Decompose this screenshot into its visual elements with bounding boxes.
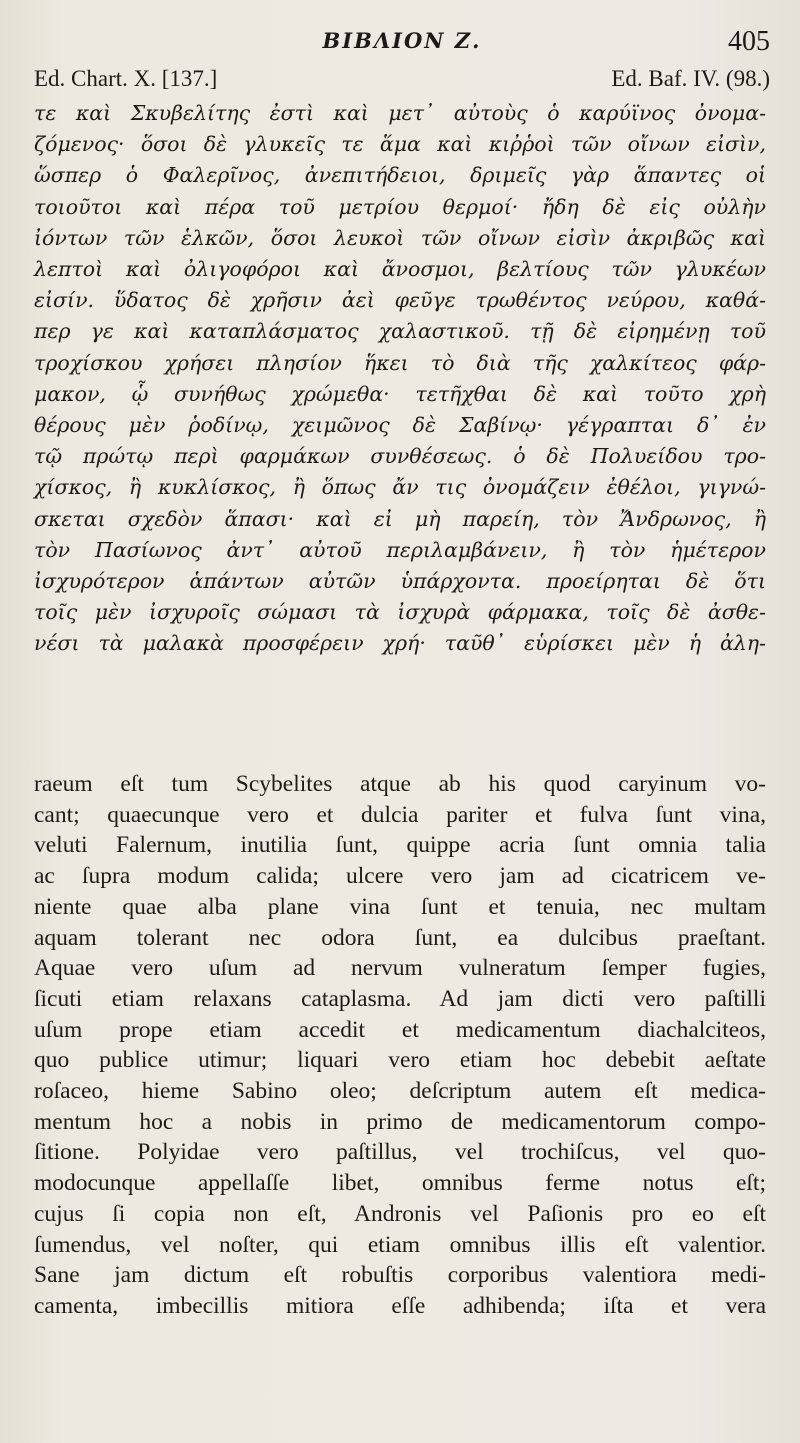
edition-basel-reference: Ed. Baf. IV. (98.) <box>611 66 770 91</box>
latin-text-line: raeum eſt tum Scybelites atque ab his quod caryinum vo- <box>34 771 766 797</box>
latin-text-line: aquam tolerant nec odora ſunt, ea dulcibus praeſtant. <box>34 924 766 951</box>
latin-text-line: uſum prope etiam accedit et medicamentum diachalciteos, <box>34 1016 766 1043</box>
latin-text-line: modocunque appellaſſe libet, omnibus ferme notus eſt; <box>34 1170 766 1197</box>
latin-text-line: cant; quaecunque vero et dulcia pariter et fulva ſunt vina, <box>34 801 766 828</box>
greek-text-line: τὸν Πασίωνος ἀντ᾽ αὐτοῦ περιλαμβάνειν, ἢ τὸν ἡμέτερον <box>34 537 766 562</box>
greek-text-line: εἰσίν. ὕδατος δὲ χρῆσιν ἀεὶ φεῦγε τρωθέντος νεύρου, καθά- <box>34 288 766 313</box>
greek-text-line: τροχίσκου χρήσει πλησίον ἥκει τὸ διὰ τῆς χαλκίτεος φάρ- <box>34 350 766 375</box>
greek-text-line: τῷ πρώτῳ περὶ φαρμάκων συνθέσεως. ὁ δὲ Πολυείδου τρο- <box>34 444 766 469</box>
latin-text-line: Sane jam dictum eſt robuſtis corporibus valentiora medi- <box>34 1262 766 1289</box>
greek-text-line: χίσκος, ἢ κυκλίσκος, ἢ ὅπως ἄν τις ὀνομάζειν ἐθέλοι, γιγνώ- <box>34 475 766 500</box>
page-number: 405 <box>728 26 770 57</box>
greek-text-line: τοιοῦτοι καὶ πέρα τοῦ μετρίου θερμοί· ἤδη δὲ εἰς οὐλὴν <box>34 194 766 219</box>
latin-text-line: Aquae vero uſum ad nervum vulneratum ſemper fugies, <box>34 955 766 982</box>
greek-text-line: τοῖς μὲν ἰσχυροῖς σώμασι τὰ ἰσχυρὰ φάρμακα, τοῖς δὲ ἀσθε- <box>34 600 766 625</box>
greek-text-line: περ γε καὶ καταπλάσματος χαλαστικοῦ. τῇ δὲ εἰρημένῃ τοῦ <box>34 319 766 344</box>
latin-text-line: ſumendus, vel noſter, qui etiam omnibus illis eſt valentior. <box>34 1231 766 1258</box>
latin-text-line: ac ſupra modum calida; ulcere vero jam ad cicatricem ve- <box>34 863 766 890</box>
greek-text-line: σκεται σχεδὸν ἅπασι· καὶ εἰ μὴ παρείη, τὸν Ἄνδρωνος, ἢ <box>34 506 766 531</box>
greek-text-line: θέρους μὲν ῥοδίνῳ, χειμῶνος δὲ Σαβίνῳ· γέγραπται δ᾽ ἐν <box>34 413 766 438</box>
latin-text-line: veluti Falernum, inutilia ſunt, quippe acria ſunt omnia talia <box>34 832 766 859</box>
greek-text-line: μακον, ᾧ συνήθως χρώμεθα· τετῆχθαι δὲ καὶ τοῦτο χρὴ <box>34 381 766 406</box>
greek-text-line: ἰσχυρότερον ἁπάντων αὐτῶν ὑπάρχοντα. προείρηται δὲ ὅτι <box>34 569 766 594</box>
greek-text-line: τε καὶ Σκυβελίτης ἐστὶ καὶ μετ᾽ αὐτοὺς ὁ καρύϊνος ὀνομα- <box>34 101 766 125</box>
greek-text-line: ἰόντων τῶν ἑλκῶν, ὅσοι λευκοὶ τῶν οἴνων εἰσὶν ἀκριβῶς καὶ <box>34 225 766 250</box>
book-title: BIBΛΙΟΝ Ζ. <box>322 28 482 53</box>
latin-text-line: quo publice utimur; liquari vero etiam hoc debebit aeſtate <box>34 1047 766 1074</box>
greek-text-line: λεπτοὶ καὶ ὀλιγοφόροι καὶ ἄνοσμοι, βελτίους τῶν γλυκέων <box>34 257 766 282</box>
edition-chart-reference: Ed. Chart. X. [137.] <box>34 66 218 91</box>
latin-text-line: ſicuti etiam relaxans cataplasma. Ad jam dicti vero paſtilli <box>34 985 766 1012</box>
greek-text-line: ζόμενος· ὅσοι δὲ γλυκεῖς τε ἅμα καὶ κιῤῥοὶ τῶν οἴνων εἰσὶν, <box>34 132 766 157</box>
greek-text-line: ὥσπερ ὁ Φαλερῖνος, ἀνεπιτήδειοι, δριμεῖς γὰρ ἅπαντες οἱ <box>34 163 766 188</box>
latin-text-line: roſaceo, hieme Sabino oleo; deſcriptum autem eſt medica- <box>34 1078 766 1105</box>
running-head <box>34 24 770 64</box>
latin-text-line: ſitione. Polyidae vero paſtillus, vel trochiſcus, vel quo- <box>34 1139 766 1166</box>
latin-text-block <box>34 769 766 1322</box>
latin-text-line: camenta, imbecillis mitiora eſſe adhibenda; iſta et vera <box>34 1292 766 1319</box>
greek-text-block <box>34 98 766 660</box>
edition-references <box>34 66 770 96</box>
latin-text-line: cujus ſi copia non eſt, Andronis vel Paſionis pro eo eſt <box>34 1200 766 1227</box>
greek-text-line: νέσι τὰ μαλακὰ προσφέρειν χρή· ταῦθ᾽ εὑρίσκει μὲν ἡ ἀλη- <box>34 631 766 656</box>
latin-text-line: niente quae alba plane vina ſunt et tenuia, nec multam <box>34 893 766 920</box>
latin-text-line: mentum hoc a nobis in primo de medicamentorum compo- <box>34 1108 766 1135</box>
